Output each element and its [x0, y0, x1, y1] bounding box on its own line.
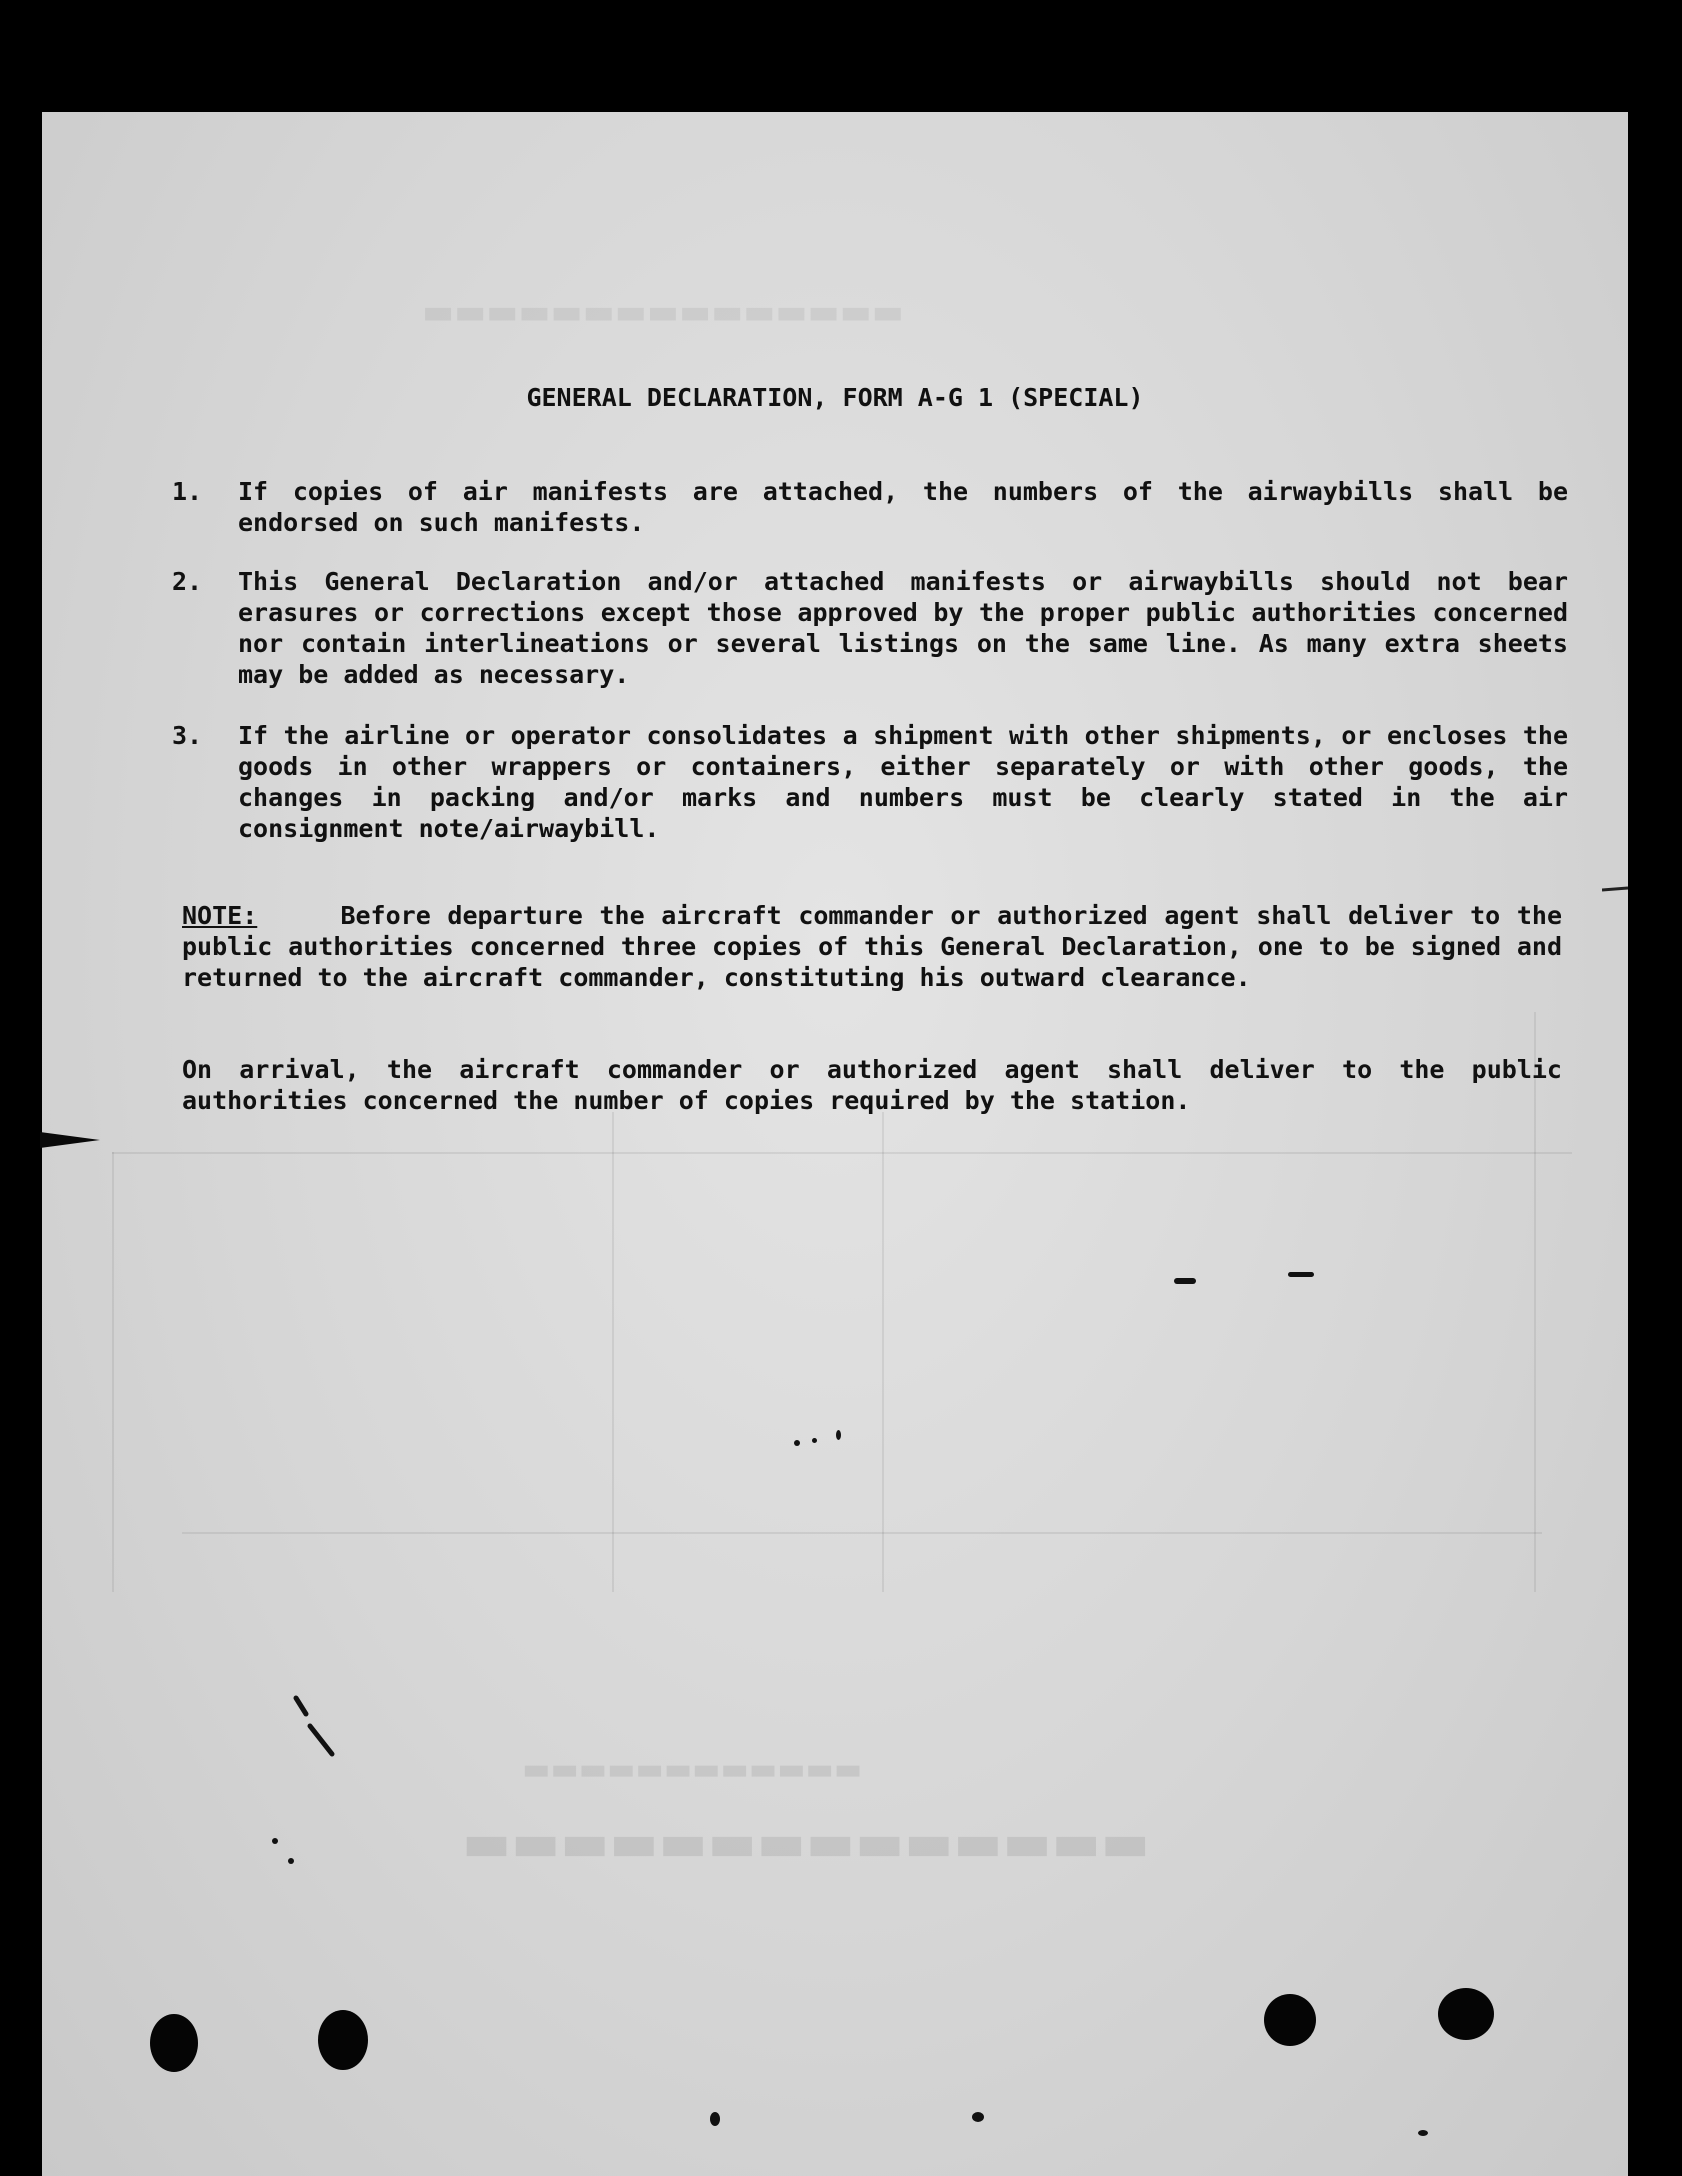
document-page	[42, 112, 1628, 2176]
scan-speck	[288, 1858, 294, 1864]
scan-speck	[710, 2112, 720, 2126]
note-paragraph	[182, 900, 1562, 993]
scan-edge-tab	[40, 1130, 110, 1150]
note-label: NOTE:	[182, 901, 258, 930]
bleed-through-heading: ▬▬▬▬▬▬▬▬▬▬▬▬▬▬▬	[422, 292, 904, 332]
arrival-paragraph: On arrival, the aircraft commander or authorized agent shall deliver to the public authorities concerned the number of copies required by the station.	[182, 1055, 1562, 1115]
page-edge-tick	[1602, 872, 1628, 902]
scan-speck	[1288, 1272, 1314, 1277]
item-number: 2.	[172, 567, 203, 596]
scan-speck	[972, 2112, 984, 2122]
pen-stroke-mark	[292, 1692, 352, 1762]
bleed-through-footer: ▬▬▬▬▬▬▬▬▬▬▬▬	[522, 1752, 863, 1787]
scan-speck	[836, 1430, 841, 1440]
punch-hole	[1438, 1988, 1494, 2040]
scan-speck	[812, 1438, 817, 1443]
item-text: If copies of air manifests are attached, the numbers of the airwaybills shall be endorsed on such manifests.	[238, 477, 1568, 537]
scan-speck	[272, 1838, 278, 1844]
item-number: 1.	[172, 477, 203, 506]
scan-speck	[1418, 2130, 1428, 2136]
bleed-through-footer: ▬▬▬▬▬▬▬▬▬▬▬▬▬▬	[462, 1812, 1150, 1873]
item-number: 3.	[172, 721, 203, 750]
scan-speck	[794, 1440, 800, 1446]
scan-speck	[1174, 1278, 1196, 1284]
item-text: This General Declaration and/or attached manifests or airwaybills should not bear erasures or corrections except those approved by the proper public authorities concerned nor contain interlineations or several listings on the same line. As many extra sheets may be added as necessary.	[238, 567, 1568, 689]
item-text: If the airline or operator consolidates a shipment with other shipments, or encloses the goods in other wrappers or containers, either separately or with other goods, the changes in packing and/or marks and numbers must be clearly stated in the air consignment note/airwaybill.	[238, 721, 1568, 843]
document-title: GENERAL DECLARATION, FORM A-G 1 (SPECIAL)	[526, 383, 1144, 412]
punch-hole	[318, 2010, 368, 2070]
punch-hole	[150, 2014, 198, 2072]
note-text: Before departure the aircraft commander or authorized agent shall deliver to the public authorities concerned three copies of this General Declaration, one to be signed and returned to the aircraft commander, constituting his outward clearance.	[182, 901, 1562, 992]
declaration-content	[42, 112, 1628, 2176]
punch-hole	[1264, 1994, 1316, 2046]
